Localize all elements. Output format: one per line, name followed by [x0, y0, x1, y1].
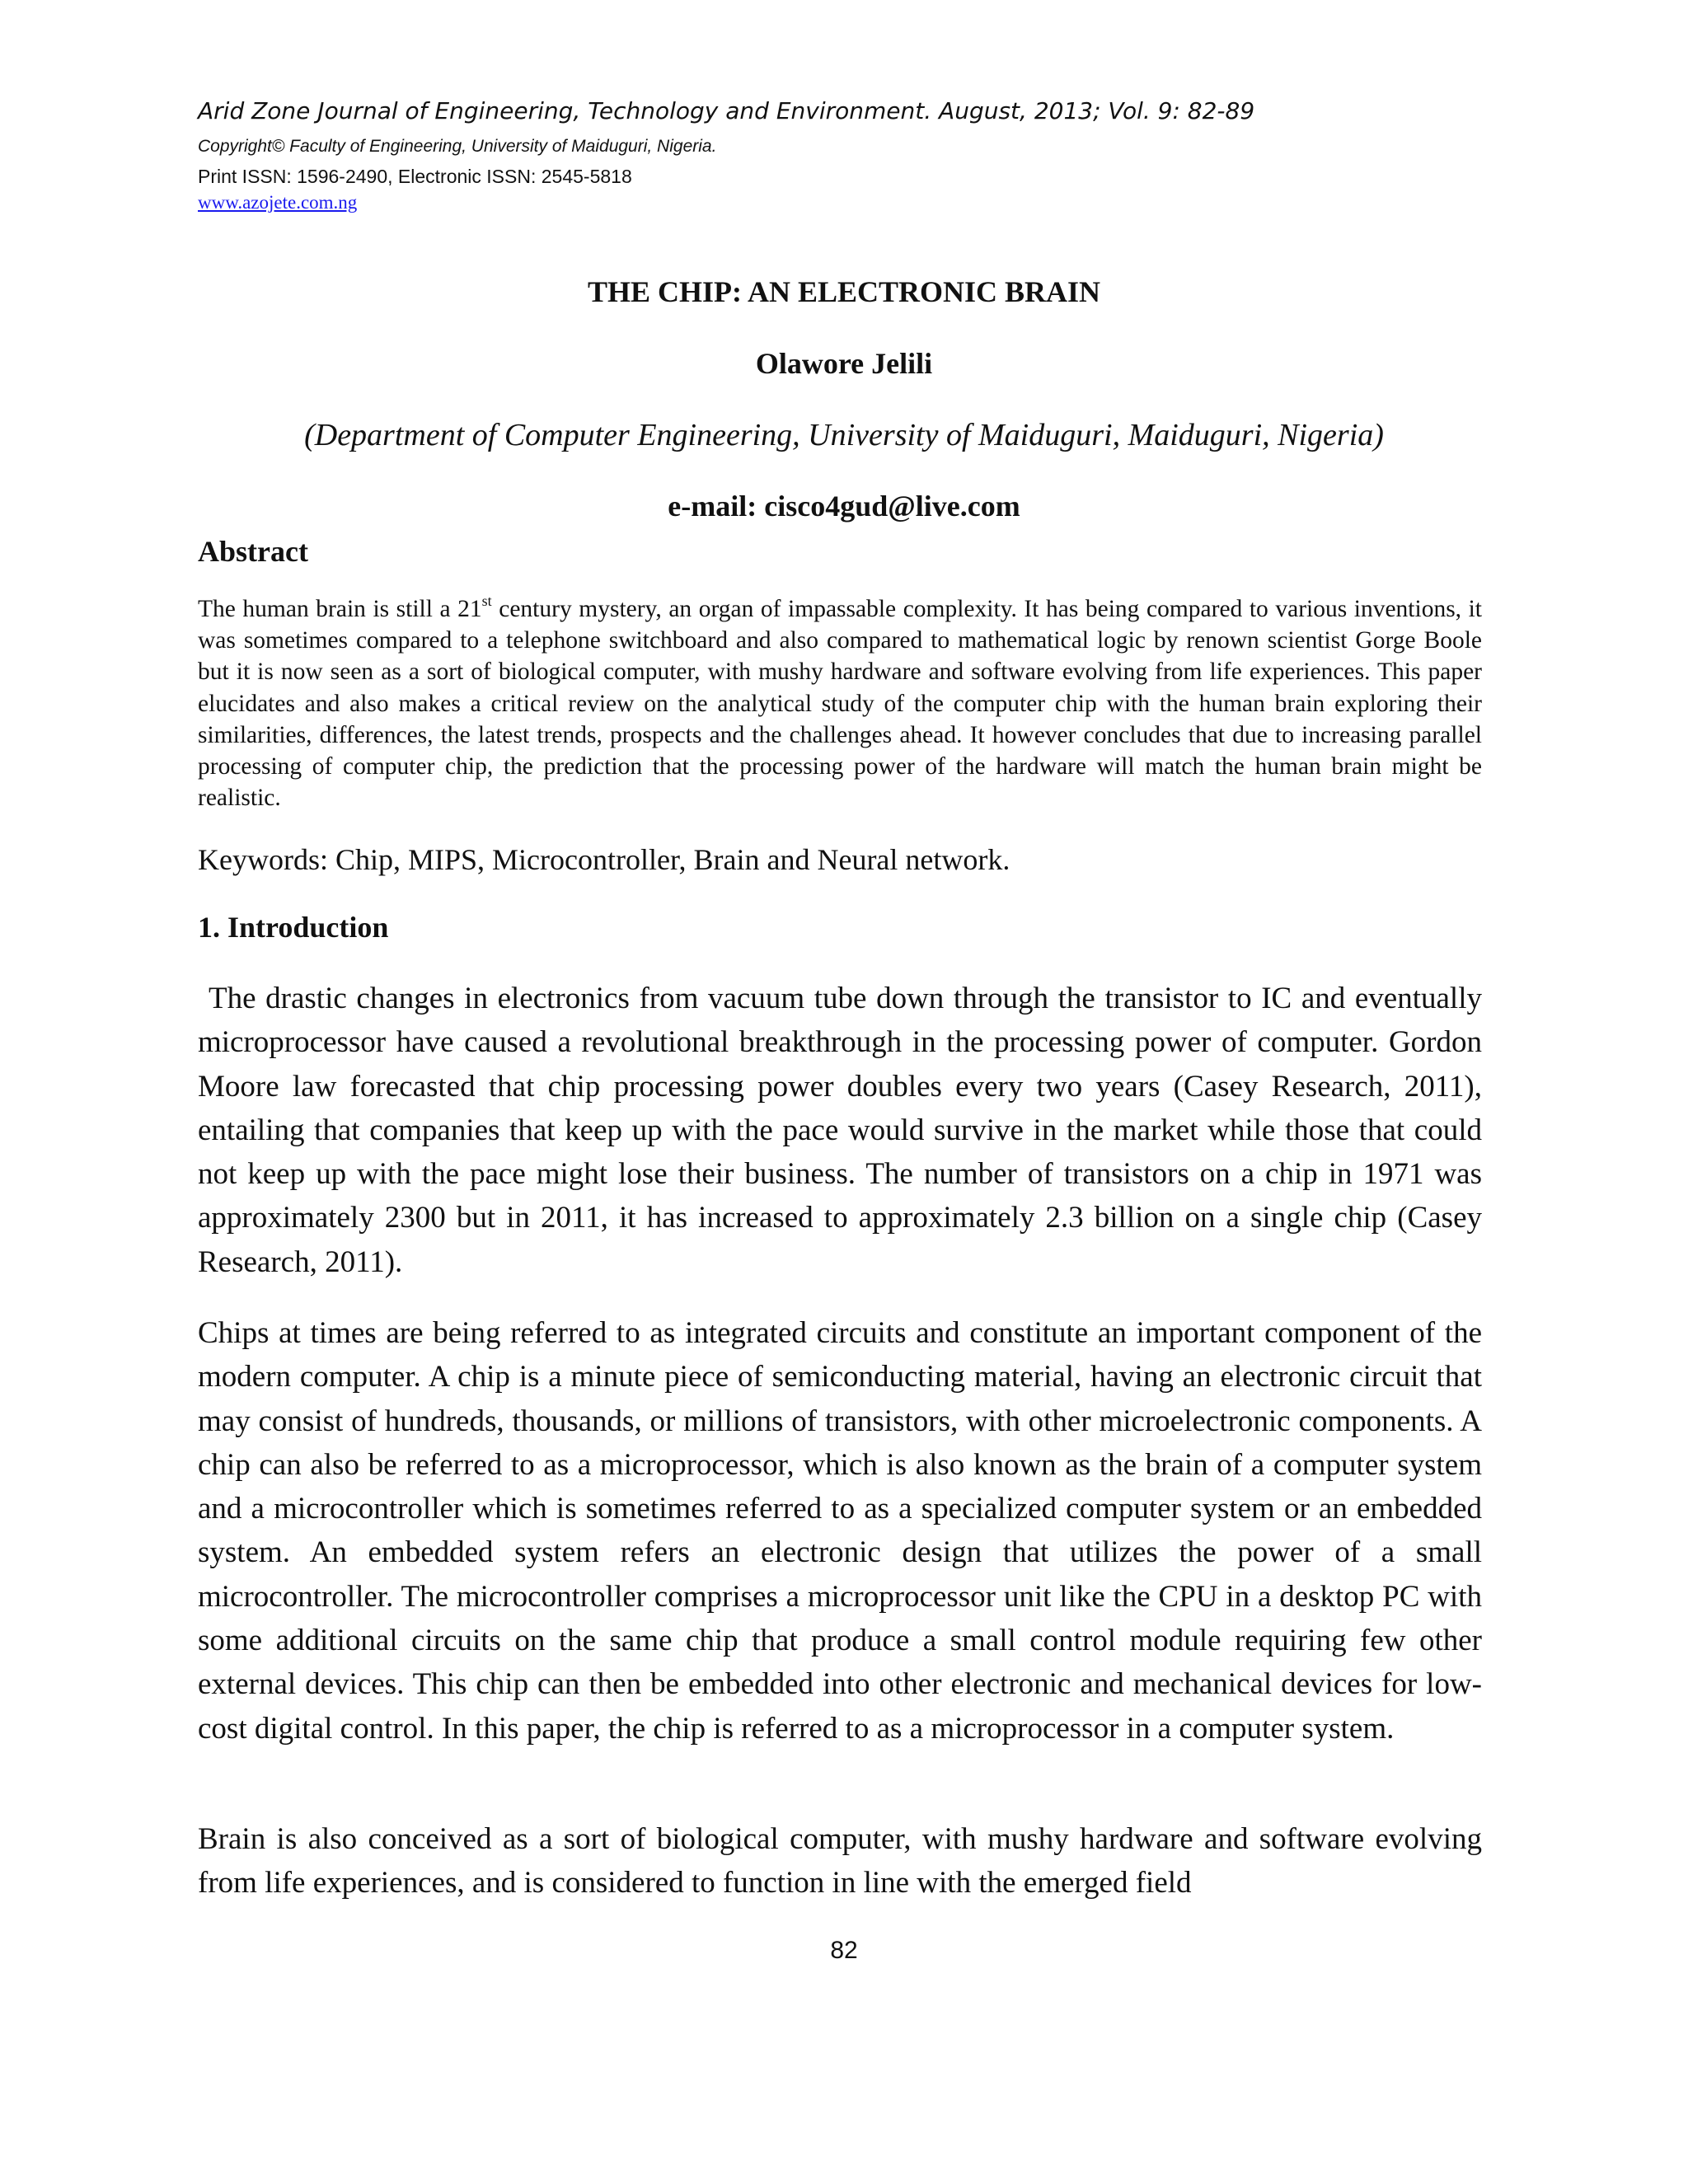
section-heading-introduction: 1. Introduction — [198, 911, 389, 944]
page-number: 82 — [830, 1937, 858, 1964]
body-paragraph: Chips at times are being referred to as integrated circuits and constitute an important component of the modern computer. A chip is a minute piece of semiconducting material, having an electronic circuit that may consist of hundreds, thousands, or millions of transistors, with other microelectronic components. A chip can also be referred to as a microprocessor, which is also known as the brain of a computer system and a microcontroller which is sometimes referred to as a specialized computer system or an embedded system. An embedded system refers an electronic design that utilizes the power of a small microcontroller. The microcontroller comprises a microprocessor unit like the CPU in a desktop PC with some additional circuits on the same chip that produce a small control module requiring few other external devices. This chip can then be embedded into other electronic and mechanical devices for low-cost digital control. In this paper, the chip is referred to as a microprocessor in a computer system. — [198, 1316, 1482, 1746]
copyright-line: Copyright© Faculty of Engineering, University of Maiduguri, Nigeria. — [198, 137, 717, 156]
issn-line: Print ISSN: 1596-2490, Electronic ISSN: 2545-5818 — [198, 166, 632, 187]
abstract-heading: Abstract — [198, 535, 308, 568]
author-name: Olawore Jelili — [755, 347, 933, 380]
body-paragraph: Brain is also conceived as a sort of biological computer, with mushy hardware and software evolving from life experiences, and is considered to function in line with the emerged field — [198, 1822, 1482, 1900]
abstract-superscript: st — [481, 593, 492, 609]
abstract-text-rest: century mystery, an organ of impassable complexity. It has being compared to various inventions, it was sometimes compared to a telephone switchboard and also compared to mathematical logic by renown scientist Gorge Boole but it is now seen as a sort of biological computer, with mushy hardware and software evolving from life experiences. This paper elucidates and also makes a critical review on the analytical study of the computer chip with the human brain exploring their similarities, differences, the latest trends, prospects and the challenges ahead. It however concludes that due to increasing parallel processing of computer chip, the prediction that the processing power of the hardware will match the human brain might be realistic. — [198, 596, 1482, 812]
author-email: e-mail: cisco4gud@live.com — [668, 490, 1020, 523]
journal-url-link[interactable]: www.azojete.com.ng — [198, 192, 358, 213]
keywords-line: Keywords: Chip, MIPS, Microcontroller, Brain and Neural network. — [198, 843, 1010, 876]
abstract-text — [198, 593, 1482, 813]
abstract-text-start: The human brain is still a 21 — [198, 596, 482, 622]
paper-title: THE CHIP: AN ELECTRONIC BRAIN — [587, 275, 1101, 308]
body-paragraph: The drastic changes in electronics from vacuum tube down through the transistor to IC and eventually microprocessor have caused a revolutional breakthrough in the processing power of computer. Gordon Moore law forecasted that chip processing power doubles every two years (Casey Research, 2011), entailing that companies that keep up with the pace would survive in the market while those that could not keep up with the pace might lose their business. The number of transistors on a chip in 1971 was approximately 2300 but in 2011, it has increased to approximately 2.3 billion on a single chip (Casey Research, 2011). — [198, 982, 1482, 1279]
journal-header: Arid Zone Journal of Engineering, Technology and Environment. August, 2013; Vol. 9: 82-89 — [198, 97, 1255, 124]
author-affiliation: (Department of Computer Engineering, University of Maiduguri, Maiduguri, Nigeria) — [304, 418, 1384, 452]
